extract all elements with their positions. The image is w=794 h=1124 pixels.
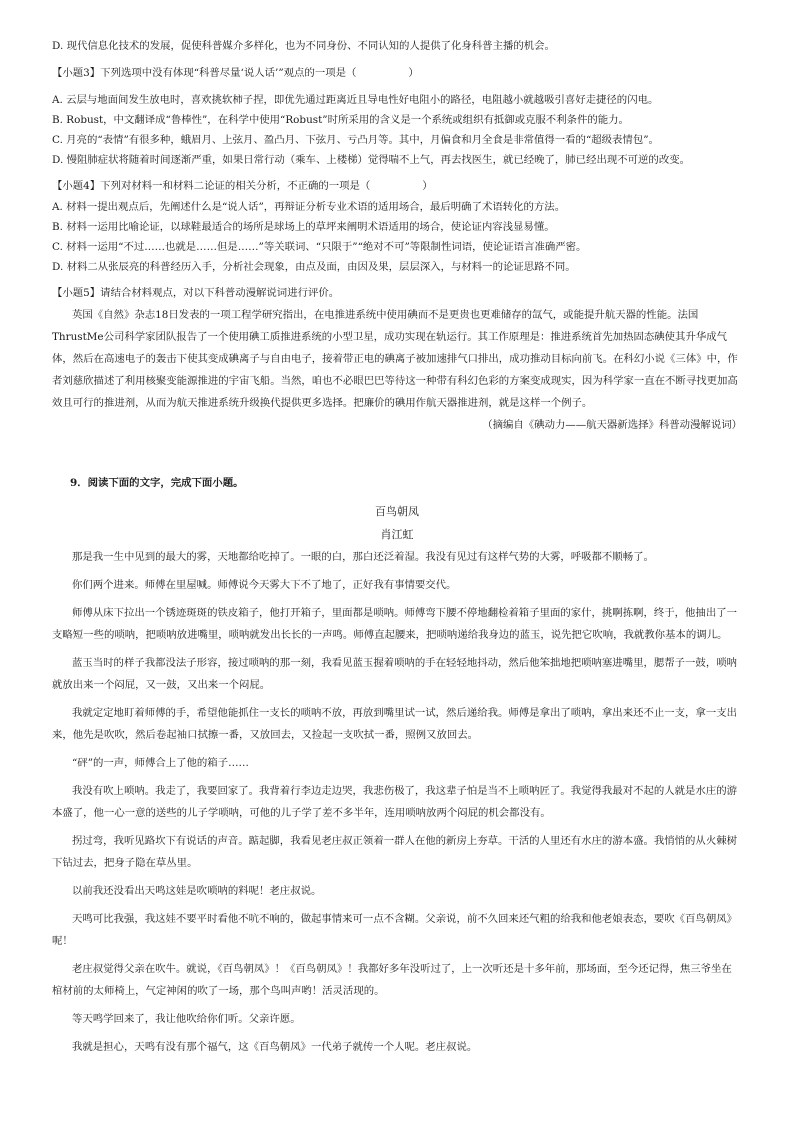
question-5: 【小题5】请结合材料观点，对以下科普动漫解说词进行评价。 <box>52 287 340 299</box>
story-author: 肖江虹 <box>380 528 414 541</box>
story-paragraph: 以前我还没看出天鸣这娃是吹唢呐的料呢！老庄叔说。 <box>72 885 322 897</box>
question-4: 【小题4】下列对材料一和材料二论证的相关分析，不正确的一项是（ ） <box>52 180 433 192</box>
q5-source: （摘编自《碘动力——航天器新选择》科普动漫解说词） <box>482 419 742 431</box>
q3-option-a: A. 云层与地面间发生放电时，喜欢挑软柿子捏，即优先通过距离近且导电性好电阻小的路径，电阻越小就越吸引喜好走捷径的闪电。 <box>52 94 659 106</box>
story-paragraph: 拐过弯，我听见路坎下有说话的声音。踮起脚，我看见老庄叔正领着一群人在他的新房上夯草。干活的人里还有水庄的游本盛。我悄悄的从火棘树下钻过去，把身子隐在草丛里。 <box>52 835 737 869</box>
story-paragraph: 你们两个进来。师傅在里屋喊。师傅说今天雾大下不了地了，正好我有事情要交代。 <box>72 579 457 591</box>
q4-option-c: C. 材料一运用“不过……也就是……但是……”等关联词、“只限于”“绝对不可”等限制性词语，使论证语言准确严密。 <box>52 241 587 253</box>
story-paragraph: 等天鸣学回来了，我让他吹给你们听。父亲许愿。 <box>72 1013 301 1025</box>
story-paragraph: 天鸣可比我强，我这娃不要平时看他不吭不响的，做起事情来可一点不含糊。父亲说，前不久回来还气粗的给我和他老娘表态，要吹《百鸟朝凤》呢！ <box>52 913 737 947</box>
story-paragraph: 师傅从床下拉出一个锈迹斑斑的铁皮箱子，他打开箱子，里面都是唢呐。师傅弯下腰不停地翻检着箱子里面的家什，挑啊拣啊，终于，他抽出了一支略短一些的唢呐，把唢呐放进嘴里，唢呐就发出长长的一声鸣。师傅直起腰来，把唢呐递给我身边的蓝玉，说先把它吹响，我就教你基本的调儿。 <box>52 607 737 641</box>
story-body <box>52 546 742 1058</box>
story-paragraph: 我没有吹上唢呐。我走了，我要回家了。我背着行李边走边哭，我悲伤极了，我这辈子怕是当不上唢呐匠了。我觉得我最对不起的人就是水庄的游本盛了，他一心一意的送些的儿子学唢呐，可他的儿子学了差不多半年，连用唢呐放两个闷屁的机会都没有。 <box>52 785 737 819</box>
story-title: 百鸟朝凤 <box>375 505 419 518</box>
q3-option-b: B. Robust，中文翻译成“鲁棒性”，在科学中使用“Robust”时所采用的含义是一个系统或组织有抵御或克服不利条件的能力。 <box>52 114 629 126</box>
option-d-top: D. 现代信息化技术的发展，促使科普媒介多样化，也为不同身份、不同认知的人提供了化身科普主播的机会。 <box>52 40 555 52</box>
story-paragraph: 老庄叔觉得父亲在吹牛。就说，《百鸟朝凤》！《百鸟朝凤》！我都好多年没听过了，上一次听还是十多年前，那场面，至今还记得，焦三爷坐在棺材前的太师椅上，气定神闲的吹了一场，那个鸟叫声哟！活灵活现的。 <box>52 963 732 997</box>
story-paragraph: 我就是担心，天鸣有没有那个福气，这《百鸟朝凤》一代弟子就传一个人呢。老庄叔说。 <box>72 1041 478 1053</box>
q4-option-b: B. 材料一运用比喻论证，以球鞋最适合的场所是球场上的草坪来阐明术语适用的场合，使论证内容浅显易懂。 <box>52 221 555 233</box>
story-paragraph: 蓝玉当时的样子我都没法子形容，接过唢呐的那一刻，我看见蓝玉握着唢呐的手在轻轻地抖动，然后他笨拙地把唢呐塞进嘴里，腮帮子一鼓，唢呐就放出来一个闷屁，又一鼓，又出来一个闷屁。 <box>52 657 737 691</box>
document-page <box>52 36 742 1064</box>
section-9-heading: 9．阅读下面的文字，完成下面小题。 <box>70 477 244 489</box>
question-3: 【小题3】下列选项中没有体现“科普尽量‘说人话’”观点的一项是（ ） <box>52 67 419 79</box>
story-paragraph: “砰”的一声，师傅合上了他的箱子…… <box>72 757 249 769</box>
q3-option-d: D. 慢阻肺症状将随着时间逐渐严重，如果日常行动（乘车、上楼梯）觉得喘不上气，再去找医生，就已经晚了，肺已经出现不可逆的改变。 <box>52 154 690 166</box>
q4-option-d: D. 材料二从张辰亮的科普经历入手，分析社会现象，由点及面，由因及果，层层深入，与材料一的论证思路不同。 <box>52 261 576 273</box>
q5-passage: 英国《自然》杂志18日发表的一项工程学研究指出，在电推进系统中使用碘而不是更贵也更难储存的氙气，或能提升航天器的性能。法国ThrustMe公司科学家团队报告了一个使用碘工质推进系统的小型卫星，成功实现在轨运行。其工作原理是：推进系统首先加热固态碘使其升华成气体，然后在高速电子的轰击下使其变成碘离子与自由电子，接着带正电的碘离子被加速排气口排出，成功推动目标向前飞。在科幻小说《三体》中，作者刘慈欣描述了利用核聚变能源推进的宇宙飞船。当然，咱也不必眼巴巴等待这一种带有科幻色彩的方案变成现实，因为科学家一直在不断寻找更加高效且可行的推进剂，从而为航天推进系统升级换代提供更多选择。把廉价的碘用作航天器推进剂，就是这样一个例子。 <box>52 309 738 409</box>
story-paragraph: 我就定定地盯着师傅的手，希望他能抓住一支长的唢呐不放，再放到嘴里试一试，然后递给我。师傅是拿出了唢呐，拿出来还不止一支，拿一支出来，他先是吹吹，然后卷起袖口拭擦一番，又放回去，又捡起一支吹拭一番，照例又放回去。 <box>52 707 737 741</box>
story-paragraph: 那是我一生中见到的最大的雾，天地都给吃掉了。一眼的白，那白还泛着湿。我没有见过有这样气势的大雾，呼吸都不顺畅了。 <box>72 551 654 563</box>
q4-option-a: A. 材料一提出观点后，先阐述什么是“说人话”，再辩证分析专业术语的适用场合，最后明确了术语转化的方法。 <box>52 201 566 213</box>
q3-option-c: C. 月亮的“表情”有很多种，蛾眉月、上弦月、盈凸月、下弦月、亏凸月等。其中，月偏食和月全食是非常值得一看的“超级表情包”。 <box>52 134 659 146</box>
